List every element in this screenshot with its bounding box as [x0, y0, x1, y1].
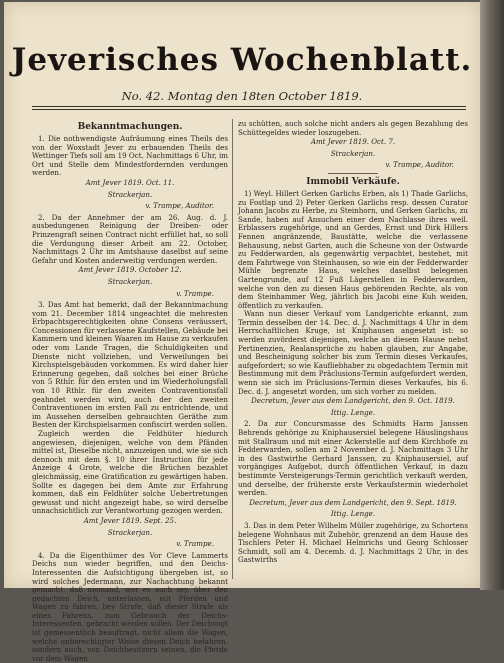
right-column	[238, 120, 468, 580]
section-divider	[328, 173, 378, 174]
continued-text: zu schütten, auch solche nicht anders als gegen Bezahlung des Schüttegeldes wieder loszugeben.	[238, 119, 468, 137]
masthead-title: Jeverisches Wochenblatt.	[11, 42, 473, 78]
sale-2-text: 2. Da zur Concursmasse des Schmidts Harm Janssen Behrends gehörige zu Kniphausersiel belegene Häuslingshaus mit Stallraum und mit einer Ackerstelle auf dem Kirchhofe zu Fedderwarden, sollen am 2 November d. J. Nachmittags 3 Uhr in des Gastwirthe Gerhard Janssen, zu Kniphausersiel, auf vorgängiges Aufgebot, durch öffentlichen Verkauf, in dazu bestimmte Versteigerungs-Termin gerichtlich verkauft werden, und derselbe, der früherste erste Verkaufstermin wiederholet werden.	[238, 419, 468, 498]
continued-place: Amt Jever 1819. Oct. 7.	[310, 137, 396, 147]
issue-dateline: No. 42. Montag den 18ten October 1819.	[121, 89, 363, 103]
continued-auditor: v. Trampe, Auditor.	[385, 160, 454, 170]
left-column	[32, 120, 228, 663]
notice-3-text-b: Zugleich werden die Feldhüter hiedurch angewiesen, diejenigen, welche von dem Pfänden mittel ist, Dieselbe nicht, anzuzeigen und, wie sie sich dennoch mit dem §. 10 ihrer Instruction für jede Anzeige 4 Grote, welche die Brüchen bezahlet gleichmässig, eine Gratification zu gewärtigen haben. Sollte es dagegen bei dem Amte zur Erfahrung kommen, daß ein Feldhüter solche Uebertretungen gewusst und nicht angezeigt habe, so wird derselbe unnachsichtlich zur Verantwortung gezogen werden.	[32, 429, 228, 516]
sale-1-signatures: Ittig. Lenge.	[330, 407, 376, 417]
notice-3-signature: Strackerjan.	[107, 527, 153, 537]
notice-2-signature: Strackerjan.	[107, 276, 153, 286]
continued-signature: Strackerjan.	[330, 148, 376, 158]
section-heading-property-sales: Immobil Verkäufe.	[306, 176, 400, 187]
notice-2-text: 2. Da der Annehmer der am 26. Aug. d. J. ausbedungenen Reinigung der Dreiben- oder Prinzengraft seinen Contract nicht erfüllet hat, so soll die Verdungung dieser Arbeit am 22. October, Nachmittags 2 Uhr im Amtshause daselbst auf seine Gefahr und Kosten anderweitig verdungen werden.	[32, 212, 228, 265]
section-heading-announcements: Bekanntmachungen.	[77, 122, 183, 132]
header-rule	[32, 106, 466, 107]
sale-3-text: 3. Das in dem Peter Wilhelm Müller zugehörige, zu Schortens belegene Wohnhaus mit Zubehör, grenzend an dem Hause des Tischlers Peter H. Michael Helmrichs und Georg Schlosser Schmidt, soll am 4. Decemb. d. J. Nachmittags 2 Uhr, in des Gastwirths	[238, 520, 468, 565]
notice-1-text: 1. Die nothwendigste Aufräumung eines Theils des von der Woxstadt Jever zu erbauenden Theils des Wettinger Tiefs soll am 19 Oct. Nachmittags 6 Uhr, im Ort und Stelle dem Mindestfordernden verdungen werden.	[32, 134, 228, 178]
page-edge-shadow	[480, 0, 504, 590]
notice-2-auditor: v. Trampe.	[176, 288, 214, 298]
sale-1-text: 1) Weyl. Hillert Gerken Garlichs Erben, als 1) Thade Garlichs, zu Fostlap und 2) Peter Gerken Garlichs resp. dessen Curator Johann Jacobs zu Herbe, zu Steinhorn, und Gerken Garlichs, zu Sande, haben auf Ansuchen einer dem Nachlasse ihres weil. Erblassers zugehörige, und an Gerdes, Ernst und Dirk Hillers Fennen angränzende, Baustätte, welche die verlassene Behausung, nebst Garten, auch die Scheune von der Ostwarde zu Fedderwarden, als gegenwärtig verpachtet, bestehet, mit dem Fahrtwege von Steinhausen, so wie ein der Fedderwarder Mühle begrenzte Haus, welches daselbst belegenen Gartengrunde, auf 12 Fuß Lägerstellen in Fedderwarden, welche von den zu diesen Haus gehörenden Rechte, als von dem Steinhammer Weg, jährlich bis Jacobi eine Kuh weiden, öffentlich zu verkaufen.	[238, 188, 468, 310]
notice-1-place: Amt Jever 1819. Oct. 11.	[85, 177, 175, 187]
notice-3-auditor: v. Trampe.	[176, 539, 214, 549]
header-rule-double	[32, 109, 466, 110]
column-divider	[232, 119, 233, 579]
notice-2-place: Amt Jever 1819. October 12.	[78, 265, 182, 275]
notice-4-text: 4. Da die Eigenthümer des Vor Cleve Lammerts Deichs nun wieder begriffen, und den Deichs-Interessenten die Aufsichtigung übergeben ist, so wird solches Jedermann, zur Nachachtung bekannt gemacht, daß niemand, wer es auch sey, über den gedachten Deich, unterlassen, mit Pferden und Wagen zu fahren, bey Strafe, daß dieser Strafe als eines Fahrens, zum Gebrauch der Deichs-Interessenten, gebracht werden sollen. Der Deichvogt ist gemessentlich beauftragt, nicht allein die Wagen, welche unberechtigter Weise diesen Deich befahren, sondern auch, von Deichbesitzern seinen, die Pferde vor dem Wagen	[32, 550, 228, 663]
notice-3-text: 3. Das Amt hat bemerkt, daß der Bekanntmachung vom 21. December 1814 ungeachtet die mehresten Erbpachtsgerechtigkeiten ohne Consens veräussert, Concessionen für verlassene Kaufstellen, Gebäude bei Kammern und kleinen Waaren im Hause zu verkaufen oder vom Lande Tragen, die Schuldigkeiten und Dienste nicht vollziehen, und Verweilungen bei Kirchspielsgebäuden vorkommen. Es wird daher hier Erinnerung gegeben, daß solches bei einer Brüche von 5 Rthlr. für den ersten und im Wiederholungsfall von 10 Rthlr. für den zweiten Contraventionsfall geahndet werden wird, auch der den zweiten Contraventionen im ersten Fall zu entrichtende, und im Aussehen derselben gebrauchten Geräthe zum Besten der Kirchspielsarmen confiscirt werden sollen.	[32, 300, 228, 430]
notice-3-place: Amt Jever 1819. Sept. 25.	[83, 515, 177, 525]
notice-1-signature: Strackerjan.	[107, 189, 153, 199]
notice-1-auditor: v. Trampe, Auditor.	[145, 201, 214, 211]
sale-2-decree: Decretum, Jever aus dem Landgericht, den 9. Sept. 1819.	[249, 497, 457, 507]
sale-2-signatures: Ittig. Lenge.	[330, 509, 376, 519]
sale-1-text-b: Wann nun dieser Verkauf vom Landgerichte erkannt, zum Termin desselben der 14. Dec. d. J. Nachmittags 4 Uhr in dem Herrschaftlichen Kruge, ist Kniphausen angesetzt ist: so werden zuvörderst diejenigen, welche an diesem Hause nebst Pertinenzien, Realansprüche zu haben glauben, zur Angabe, und Bescheinigung solcher bis zum Termin dieses Verkaufes, aufgefordert; so wie Kaufliebhaber zu obgedachtem Termin mit Bestimmung mit dem Präclusions-Termin aufgefordert werden, wenn sie sich im Präclusions-Termin dieses Verkaufes, bis 6. Dec. d. J. angesetzt worden, um sich vorher zu melden.	[238, 309, 468, 396]
newspaper-page	[4, 2, 480, 663]
sale-1-decree: Decretum, Jever aus dem Landgericht, den 9. Oct. 1819.	[251, 396, 455, 406]
